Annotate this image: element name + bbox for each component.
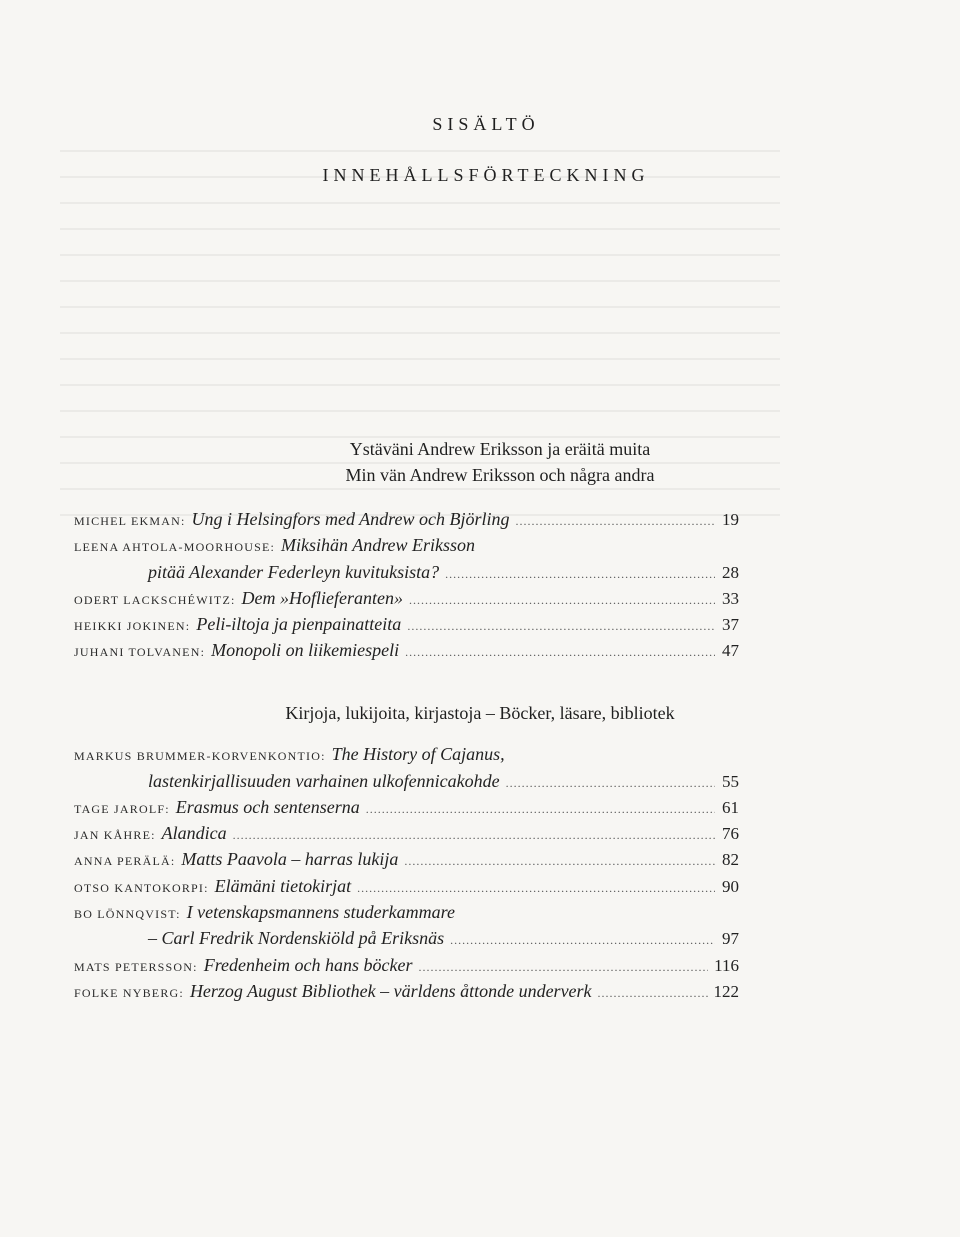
section-heading-line-sv: Min vän Andrew Eriksson och några andra xyxy=(345,465,655,485)
toc-entry xyxy=(74,741,739,767)
entry-title-continuation: pitää Alexander Federleyn kuvituksista? xyxy=(148,562,440,582)
section-heading-friends xyxy=(40,436,960,488)
entry-page: 122 xyxy=(713,982,739,1001)
dot-leader xyxy=(598,980,708,1006)
entry-title: Matts Paavola – harras lukija xyxy=(181,849,399,869)
entry-page: 82 xyxy=(722,850,739,869)
entry-page: 61 xyxy=(722,798,739,817)
dot-leader xyxy=(515,508,715,534)
entry-title: Elämäni tietokirjat xyxy=(214,876,352,896)
toc-entry xyxy=(74,532,739,558)
entry-page: 76 xyxy=(722,824,739,843)
entry-page: 116 xyxy=(714,956,739,975)
dot-leader xyxy=(445,561,715,587)
entry-author: ANNA PERÄLÄ: xyxy=(74,854,176,868)
dot-leader xyxy=(405,639,715,665)
dot-leader xyxy=(409,587,715,613)
toc-entry-continuation xyxy=(148,768,739,794)
entry-author: MATS PETERSSON: xyxy=(74,960,198,974)
dot-leader xyxy=(418,954,708,980)
entry-author: MARKUS BRUMMER-KORVENKONTIO: xyxy=(74,749,326,763)
entry-title: I vetenskapsmannens studerkammare xyxy=(186,902,455,922)
dot-leader xyxy=(506,770,715,796)
section-heading-line: Kirjoja, lukijoita, kirjastoja – Böcker, läsare, bibliotek xyxy=(285,703,675,723)
entry-title: Monopoli on liikemiespeli xyxy=(211,640,400,660)
entry-page: 97 xyxy=(722,929,739,948)
entry-page: 28 xyxy=(722,563,739,582)
entry-page: 19 xyxy=(722,510,739,529)
entry-author: TAGE JAROLF: xyxy=(74,802,170,816)
title-finnish: SISÄLTÖ xyxy=(432,114,540,134)
dot-leader xyxy=(450,927,715,953)
toc-entry xyxy=(74,820,739,846)
toc-entry-continuation xyxy=(148,925,739,951)
dot-leader xyxy=(404,848,715,874)
entry-page: 33 xyxy=(722,589,739,608)
entry-author: JAN KÅHRE: xyxy=(74,828,156,842)
entry-title: Dem »Hoflieferanten» xyxy=(241,588,403,608)
entry-page: 55 xyxy=(722,772,739,791)
toc-entry-continuation xyxy=(148,559,739,585)
entry-author: BO LÖNNQVIST: xyxy=(74,907,181,921)
section-heading-line-fi: Ystäväni Andrew Eriksson ja eräitä muita xyxy=(349,439,651,459)
toc-entry xyxy=(74,637,739,663)
title-swedish: INNEHÅLLSFÖRTECKNING xyxy=(322,165,650,185)
toc-entry xyxy=(74,978,739,1004)
entry-title: Ung i Helsingfors med Andrew och Björling xyxy=(191,509,510,529)
toc-entry xyxy=(74,794,739,820)
entry-page: 47 xyxy=(722,641,739,660)
entry-author: FOLKE NYBERG: xyxy=(74,986,184,1000)
entry-page: 37 xyxy=(722,615,739,634)
dot-leader xyxy=(407,613,715,639)
dot-leader xyxy=(233,822,715,848)
entry-author: MICHEL EKMAN: xyxy=(74,514,186,528)
entry-title: Miksihän Andrew Eriksson xyxy=(281,535,476,555)
entry-author: LEENA AHTOLA-MOORHOUSE: xyxy=(74,540,276,554)
toc-entry xyxy=(74,873,739,899)
entry-title: Erasmus och sentenserna xyxy=(175,797,360,817)
dot-leader xyxy=(357,875,715,901)
section-heading-books xyxy=(40,700,920,726)
entry-title-continuation: lastenkirjallisuuden varhainen ulkofennicakohde xyxy=(148,771,500,791)
entry-author: HEIKKI JOKINEN: xyxy=(74,619,191,633)
entry-title: Alandica xyxy=(161,823,227,843)
entry-author: JUHANI TOLVANEN: xyxy=(74,645,206,659)
entry-title-continuation: – Carl Fredrik Nordenskiöld på Eriksnäs xyxy=(148,928,445,948)
toc-entry xyxy=(74,611,739,637)
dot-leader xyxy=(366,796,715,822)
entry-title: The History of Cajanus, xyxy=(331,744,505,764)
entry-author: ODERT LACKSCHÉWITZ: xyxy=(74,593,236,607)
toc-entry xyxy=(74,846,739,872)
entry-title: Herzog August Bibliothek – världens åttonde underverk xyxy=(189,981,592,1001)
toc-entry xyxy=(74,899,739,925)
entry-author: OTSO KANTOKORPI: xyxy=(74,881,209,895)
toc-entry xyxy=(74,952,739,978)
toc-entry xyxy=(74,506,739,532)
entry-page: 90 xyxy=(722,877,739,896)
entry-title: Peli-iltoja ja pienpainatteita xyxy=(196,614,402,634)
toc-entry xyxy=(74,585,739,611)
entry-title: Fredenheim och hans böcker xyxy=(203,955,413,975)
